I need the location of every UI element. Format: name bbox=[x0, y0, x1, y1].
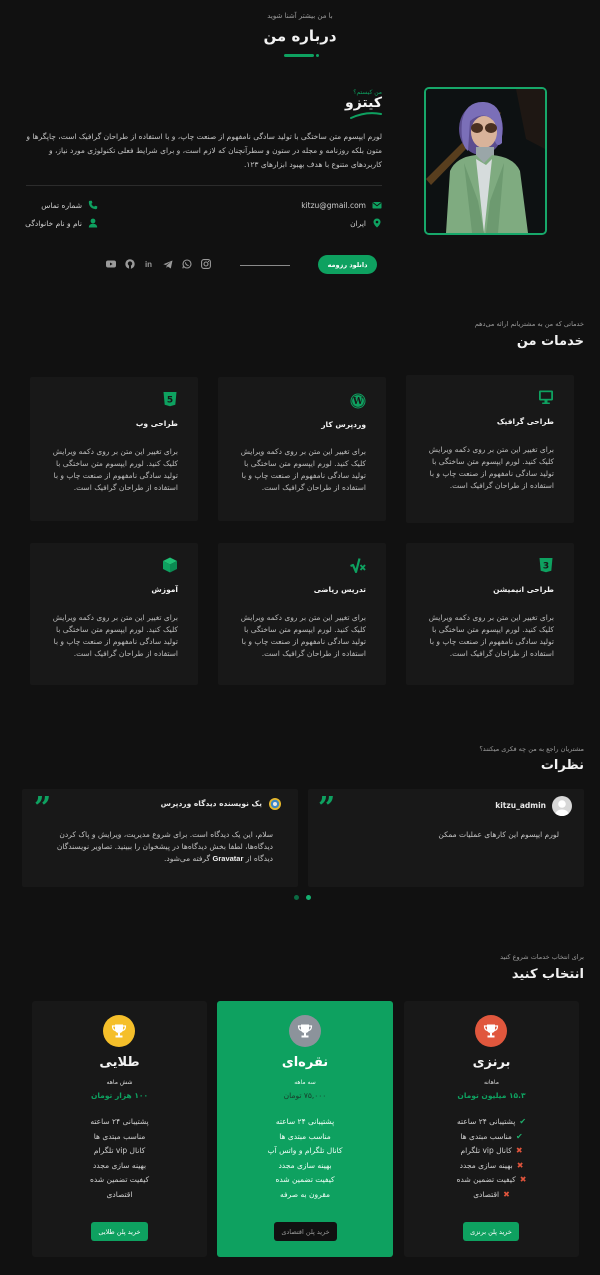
buy-silver-button[interactable]: خرید پلن اقتصادی bbox=[274, 1222, 337, 1241]
trophy-icon bbox=[475, 1015, 507, 1047]
slider-dot-1[interactable] bbox=[294, 895, 299, 900]
location-row bbox=[350, 218, 382, 228]
svg-text:W: W bbox=[352, 397, 364, 408]
bio-text: لورم ایپسوم متن ساختگی با تولید سادگی نامفهوم از صنعت چاپ، و با استفاده از طراحان گرافیک است، چاپگرها و متون بلکه روزنامه و مجله در ستون و سطرآنچنان که لازم است، و برای شرایط فعلی تکنولوژی مورد نیاز، و کاربردهای متنوع با هدف بهبود ابزارهای ۱۲۳. bbox=[26, 132, 382, 169]
avatar bbox=[268, 796, 282, 810]
feature-item: بهینه سازی مجدد bbox=[278, 1160, 332, 1170]
who-am-i-label: من کیستم؟ bbox=[353, 89, 382, 96]
phone-icon bbox=[88, 200, 98, 210]
service-title: طراحی وب bbox=[135, 419, 178, 428]
quote-icon: ” bbox=[318, 791, 332, 826]
user-icon bbox=[88, 218, 98, 228]
buy-bronze-button[interactable]: خرید پلن برنزی bbox=[463, 1222, 519, 1241]
feature-item: مناسب مبتدی ها bbox=[279, 1131, 331, 1141]
feature-item: ✖ کانال vip تلگرام bbox=[404, 1144, 579, 1159]
profile-photo-illustration bbox=[426, 89, 545, 233]
plan-features bbox=[217, 1115, 393, 1202]
email-value[interactable]: kitzu@gmail.com bbox=[301, 200, 366, 210]
plan-price: ۱۰۰ هزار تومان bbox=[90, 1091, 149, 1100]
html5-icon bbox=[162, 391, 178, 407]
services-subtitle: خدماتی که من به مشتریانم ارائه می‌دهم bbox=[474, 320, 584, 328]
svg-text:5: 5 bbox=[166, 395, 174, 406]
plan-name: نقره‌ای bbox=[281, 1055, 329, 1070]
profile-photo bbox=[424, 87, 547, 235]
testimonials-subtitle: مشتریان راجع به من چه فکری میکنند؟ bbox=[479, 745, 584, 753]
about-subtitle: با من بیشتر آشنا شوید bbox=[267, 12, 333, 20]
feature-item: ✔ پشتیبانی ۲۴ ساعته bbox=[404, 1115, 579, 1130]
title-underline bbox=[284, 54, 314, 57]
plan-period: ماهانه bbox=[484, 1079, 499, 1086]
feature-item: کیفیت تضمین شده bbox=[89, 1175, 150, 1184]
cube-icon bbox=[162, 557, 178, 573]
about-title: درباره من bbox=[263, 27, 337, 45]
youtube-icon[interactable] bbox=[105, 259, 116, 270]
wordpress-avatar-icon bbox=[268, 797, 282, 811]
feature-item: پشتیبانی ۲۴ ساعته bbox=[275, 1117, 335, 1126]
testimonial-text: سلام، این یک دیدگاه است. برای شروع مدیریت، ویرایش و پاک کردن دیدگاه‌ها، لطفا بخش دیدگاه‌ها در پیشخوان را ببینید. تصاویر نویسندگان دیدگاه از Gravatar گرفته می‌شود. bbox=[56, 830, 273, 863]
service-title: تدریس ریاضی bbox=[313, 585, 366, 594]
phone-row bbox=[41, 200, 98, 210]
check-icon: ✔ bbox=[515, 1131, 523, 1141]
feature-item: ✖ اقتصادی bbox=[404, 1188, 579, 1203]
download-resume-button[interactable]: دانلود رزومه bbox=[318, 255, 377, 274]
cross-icon: ✖ bbox=[516, 1160, 524, 1170]
plan-card-silver bbox=[217, 1001, 393, 1257]
about-divider bbox=[26, 185, 382, 186]
fullname-label: نام و نام خانوادگی bbox=[25, 218, 82, 228]
cross-icon: ✖ bbox=[519, 1175, 527, 1184]
feature-item: پشتیبانی ۲۴ ساعته bbox=[90, 1117, 149, 1126]
plan-card-gold bbox=[32, 1001, 207, 1257]
feature-item: اقتصادی bbox=[106, 1189, 133, 1199]
feature-item: ✖ کیفیت تضمین شده bbox=[404, 1173, 579, 1188]
testimonials-title: نظرات bbox=[540, 758, 584, 773]
envelope-icon bbox=[372, 200, 382, 210]
service-desc: برای تغییر این متن بر روی دکمه ویرایش کلیک کنید. لورم ایپسوم متن ساختگی با تولید سادگی نامفهوم از صنعت چاپ و با استفاده از طراحان گرافیک است. bbox=[428, 613, 554, 658]
instagram-icon[interactable] bbox=[200, 259, 211, 270]
pricing-subtitle: برای انتخاب خدمات شروع کنید bbox=[500, 953, 584, 961]
linkedin-icon[interactable]: in bbox=[144, 259, 153, 269]
title-underline-dot bbox=[316, 54, 319, 57]
feature-item: ✔ مناسب مبتدی ها bbox=[404, 1130, 579, 1145]
location-value: ایران bbox=[350, 218, 366, 228]
service-card-web bbox=[30, 377, 198, 521]
social-links bbox=[105, 258, 211, 270]
service-title: وردپرس کار bbox=[321, 420, 366, 429]
profile-name: کیتزو bbox=[345, 95, 382, 111]
whatsapp-icon[interactable] bbox=[181, 259, 192, 270]
default-avatar-icon bbox=[552, 796, 572, 816]
resume-separator-line bbox=[240, 265, 290, 266]
plan-price: ۱۵.۳ میلیون تومان bbox=[457, 1091, 526, 1100]
plan-features bbox=[404, 1115, 579, 1202]
service-desc: برای تغییر این متن بر روی دکمه ویرایش کلیک کنید. لورم ایپسوم متن ساختگی با تولید سادگی نامفهوم از صنعت چاپ و با استفاده از طراحان گرافیک است. bbox=[240, 447, 366, 492]
gravatar-link[interactable]: Gravatar bbox=[212, 854, 244, 863]
css3-icon bbox=[538, 557, 554, 573]
cross-icon: ✖ bbox=[515, 1146, 523, 1155]
testimonial-author: kitzu_admin bbox=[495, 801, 546, 810]
service-desc: برای تغییر این متن بر روی دکمه ویرایش کلیک کنید. لورم ایپسوم متن ساختگی با تولید سادگی نامفهوم از صنعت چاپ و با استفاده از طراحان گرافیک است. bbox=[428, 445, 554, 490]
service-title: آموزش bbox=[151, 585, 178, 594]
slider-dot-2-active[interactable] bbox=[306, 895, 311, 900]
service-card-graphic bbox=[406, 375, 574, 523]
services-title: خدمات من bbox=[516, 334, 584, 349]
plan-card-bronze bbox=[404, 1001, 579, 1257]
feature-item: ✖ بهینه سازی مجدد bbox=[404, 1159, 579, 1174]
testimonial-author: یک نویسنده دیدگاه وردپرس bbox=[160, 799, 262, 808]
cross-icon: ✖ bbox=[503, 1189, 510, 1199]
quote-icon: ” bbox=[34, 791, 48, 826]
monitor-icon bbox=[538, 389, 554, 405]
name-swoosh bbox=[350, 110, 382, 120]
service-desc: برای تغییر این متن بر روی دکمه ویرایش کلیک کنید. لورم ایپسوم متن ساختگی با تولید سادگی نامفهوم از صنعت چاپ و با استفاده از طراحان گرافیک است. bbox=[240, 613, 366, 658]
trophy-icon bbox=[103, 1015, 135, 1047]
feature-item: مناسب مبتدی ها bbox=[93, 1131, 146, 1141]
plan-period: سه ماهه bbox=[294, 1079, 316, 1086]
pricing-title: انتخاب کنید bbox=[511, 967, 584, 982]
feature-item: کانال vip تلگرام bbox=[93, 1146, 146, 1155]
plan-name: برنزی bbox=[472, 1055, 511, 1070]
telegram-icon[interactable] bbox=[162, 259, 173, 270]
service-card-wordpress bbox=[218, 377, 386, 521]
map-pin-icon bbox=[372, 218, 382, 228]
plan-period: شش ماهه bbox=[106, 1079, 133, 1086]
plan-name: طلایی bbox=[99, 1055, 140, 1070]
fullname-row bbox=[25, 218, 98, 228]
service-title: طراحی انیمیشن bbox=[493, 585, 554, 594]
plan-price: ۷۵,۰۰۰ تومان bbox=[283, 1091, 327, 1100]
avatar bbox=[552, 796, 572, 816]
svg-text:3: 3 bbox=[542, 561, 550, 572]
wordpress-icon bbox=[350, 393, 366, 409]
phone-label: شماره تماس bbox=[41, 200, 82, 210]
square-root-icon bbox=[350, 557, 366, 573]
service-card-animation bbox=[406, 543, 574, 685]
testimonial-card bbox=[308, 789, 584, 887]
trophy-icon bbox=[289, 1015, 321, 1047]
feature-item: مقرون به صرفه bbox=[279, 1189, 331, 1199]
check-icon: ✔ bbox=[519, 1117, 527, 1126]
service-desc: برای تغییر این متن بر روی دکمه ویرایش کلیک کنید. لورم ایپسوم متن ساختگی با تولید سادگی نامفهوم از صنعت چاپ و با استفاده از طراحان گرافیک است. bbox=[52, 447, 178, 492]
buy-gold-button[interactable]: خرید پلن طلایی bbox=[91, 1222, 148, 1241]
service-card-math bbox=[218, 543, 386, 685]
plan-features bbox=[32, 1115, 207, 1202]
testimonial-card bbox=[22, 789, 298, 887]
feature-item: کیفیت تضمین شده bbox=[275, 1175, 335, 1184]
service-desc: برای تغییر این متن بر روی دکمه ویرایش کلیک کنید. لورم ایپسوم متن ساختگی با تولید سادگی نامفهوم از صنعت چاپ و با استفاده از طراحان گرافیک است. bbox=[52, 613, 178, 658]
testimonial-text: لورم ایپسوم این کارهای عملیات ممکن bbox=[438, 830, 559, 839]
feature-item: بهینه سازی مجدد bbox=[92, 1160, 147, 1170]
service-title: طراحی گرافیک bbox=[496, 417, 554, 426]
service-card-education bbox=[30, 543, 198, 685]
feature-item: کانال تلگرام و واتس آپ bbox=[267, 1146, 343, 1155]
github-icon[interactable] bbox=[124, 259, 135, 270]
email-row bbox=[301, 200, 382, 210]
